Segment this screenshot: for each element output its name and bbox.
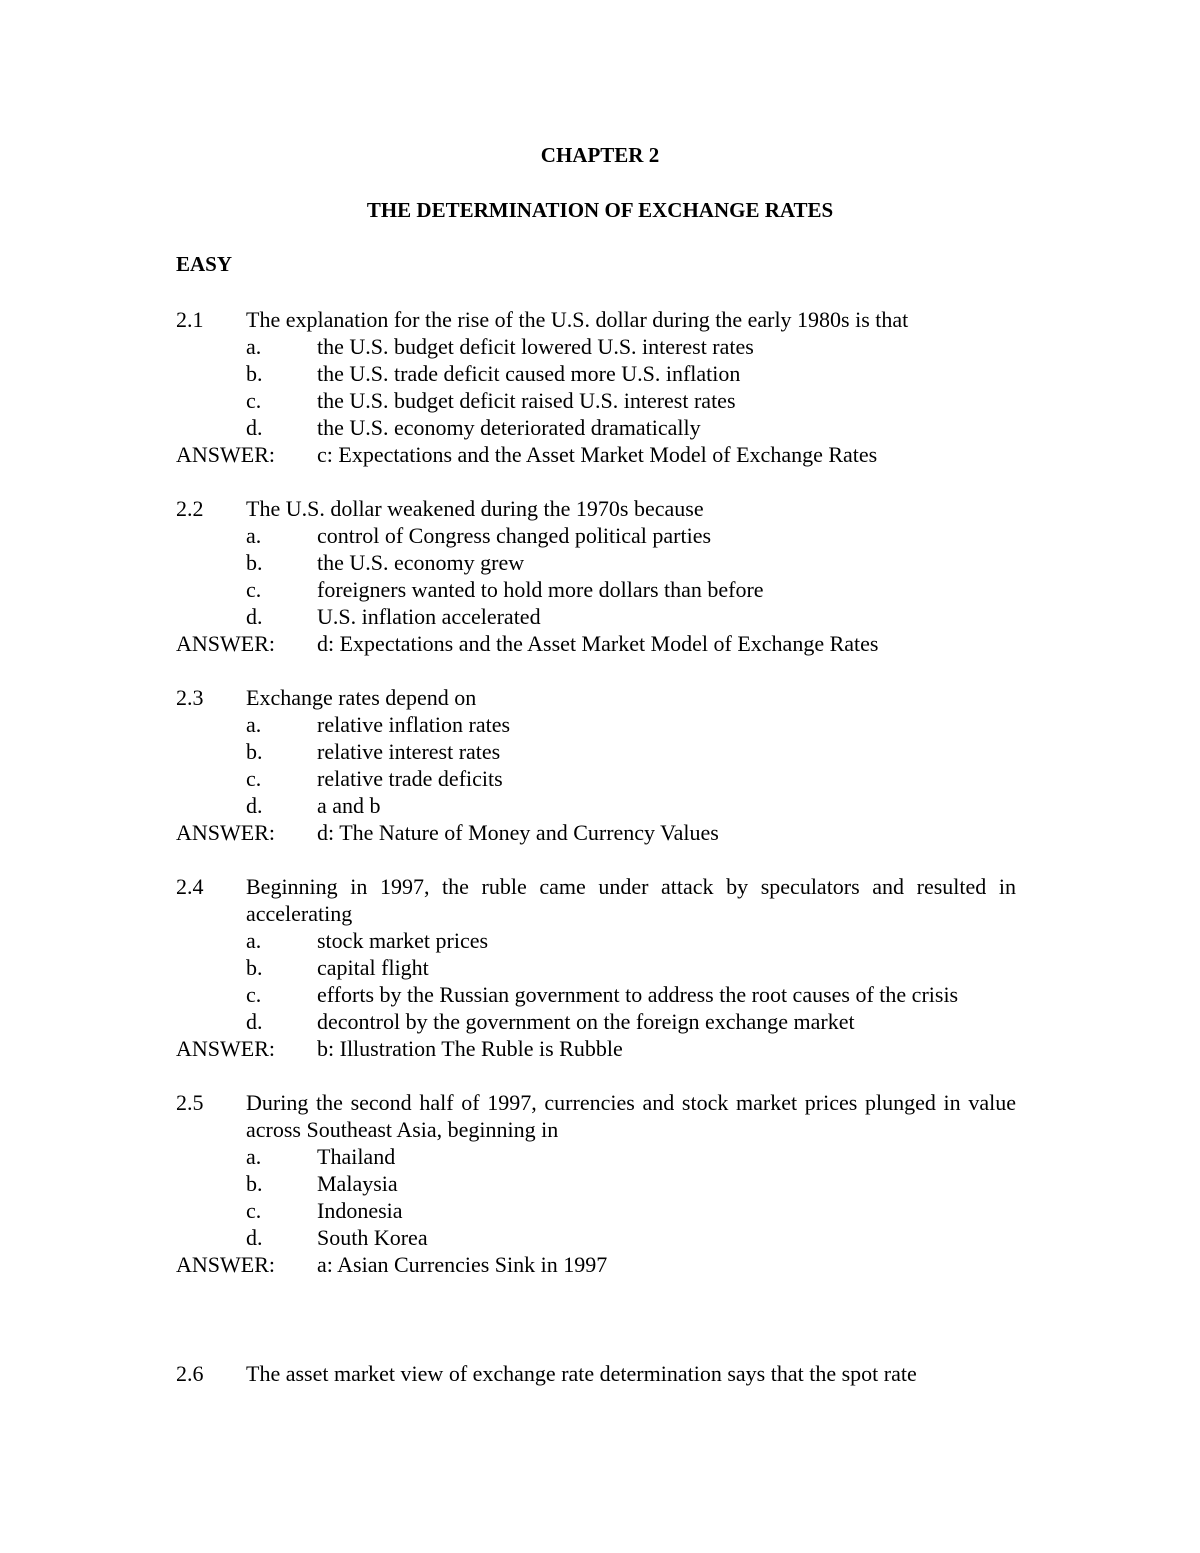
option-text: relative trade deficits bbox=[317, 766, 503, 791]
option-letter: c. bbox=[246, 766, 262, 791]
option-text: U.S. inflation accelerated bbox=[317, 604, 541, 629]
option-d bbox=[176, 1008, 1026, 1035]
question-stem bbox=[176, 684, 1026, 711]
option-text: Malaysia bbox=[317, 1171, 398, 1196]
question-text: The explanation for the rise of the U.S. dollar during the early 1980s is that bbox=[246, 307, 909, 332]
question-number: 2.4 bbox=[176, 874, 204, 899]
question-number: 2.1 bbox=[176, 307, 204, 332]
question-stem bbox=[176, 1089, 1026, 1143]
section-heading-easy: EASY bbox=[176, 252, 233, 276]
option-a bbox=[176, 522, 1026, 549]
question-stem bbox=[176, 495, 1026, 522]
option-text: the U.S. economy grew bbox=[317, 550, 525, 575]
answer-line bbox=[176, 1251, 1026, 1278]
option-c bbox=[176, 765, 1026, 792]
answer-text: d: Expectations and the Asset Market Model of Exchange Rates bbox=[317, 631, 879, 656]
option-text: capital flight bbox=[317, 955, 429, 980]
question-text: Beginning in 1997, the ruble came under attack by speculators and resulted in accelerating bbox=[246, 874, 1016, 926]
option-text: relative inflation rates bbox=[317, 712, 511, 737]
option-text: efforts by the Russian government to address the root causes of the crisis bbox=[317, 982, 959, 1007]
answer-line bbox=[176, 630, 1026, 657]
option-letter: a. bbox=[246, 523, 262, 548]
option-text: the U.S. economy deteriorated dramatically bbox=[317, 415, 701, 440]
answer-line bbox=[176, 1035, 1026, 1062]
option-b bbox=[176, 360, 1026, 387]
option-letter: d. bbox=[246, 1009, 263, 1034]
option-text: foreigners wanted to hold more dollars than before bbox=[317, 577, 764, 602]
question-number: 2.6 bbox=[176, 1361, 204, 1386]
option-b bbox=[176, 549, 1026, 576]
option-letter: c. bbox=[246, 1198, 262, 1223]
option-text: relative interest rates bbox=[317, 739, 501, 764]
option-d bbox=[176, 792, 1026, 819]
question-2-3 bbox=[176, 684, 1026, 846]
option-b bbox=[176, 954, 1026, 981]
chapter-title: THE DETERMINATION OF EXCHANGE RATES bbox=[366, 198, 834, 222]
option-text: the U.S. budget deficit lowered U.S. interest rates bbox=[317, 334, 754, 359]
question-stem bbox=[176, 873, 1026, 927]
option-a bbox=[176, 1143, 1026, 1170]
question-2-6 bbox=[176, 1360, 1026, 1387]
option-letter: d. bbox=[246, 415, 263, 440]
answer-label: ANSWER: bbox=[176, 1252, 275, 1277]
option-a bbox=[176, 333, 1026, 360]
option-c bbox=[176, 981, 1026, 1008]
option-text: control of Congress changed political parties bbox=[317, 523, 712, 548]
option-b bbox=[176, 1170, 1026, 1197]
question-number: 2.5 bbox=[176, 1090, 204, 1115]
option-letter: b. bbox=[246, 955, 263, 980]
answer-label: ANSWER: bbox=[176, 820, 275, 845]
answer-line bbox=[176, 819, 1026, 846]
answer-text: c: Expectations and the Asset Market Model of Exchange Rates bbox=[317, 442, 878, 467]
option-d bbox=[176, 603, 1026, 630]
option-d bbox=[176, 414, 1026, 441]
question-text: The asset market view of exchange rate determination says that the spot rate bbox=[246, 1361, 917, 1386]
question-text: Exchange rates depend on bbox=[246, 685, 477, 710]
answer-label: ANSWER: bbox=[176, 631, 275, 656]
answer-line bbox=[176, 441, 1026, 468]
question-2-5 bbox=[176, 1089, 1026, 1278]
option-text: South Korea bbox=[317, 1225, 428, 1250]
option-a bbox=[176, 711, 1026, 738]
option-text: a and b bbox=[317, 793, 381, 818]
question-2-1 bbox=[176, 306, 1026, 468]
answer-text: a: Asian Currencies Sink in 1997 bbox=[317, 1252, 608, 1277]
question-number: 2.2 bbox=[176, 496, 204, 521]
question-text: During the second half of 1997, currencies and stock market prices plunged in value across Southeast Asia, beginning in bbox=[246, 1090, 1016, 1142]
option-letter: a. bbox=[246, 1144, 262, 1169]
option-letter: b. bbox=[246, 1171, 263, 1196]
option-letter: c. bbox=[246, 577, 262, 602]
option-c bbox=[176, 576, 1026, 603]
option-letter: a. bbox=[246, 712, 262, 737]
option-text: Indonesia bbox=[317, 1198, 403, 1223]
option-c bbox=[176, 1197, 1026, 1224]
answer-text: b: Illustration The Ruble is Rubble bbox=[317, 1036, 623, 1061]
option-letter: c. bbox=[246, 388, 262, 413]
option-text: the U.S. budget deficit raised U.S. interest rates bbox=[317, 388, 736, 413]
option-text: Thailand bbox=[317, 1144, 396, 1169]
option-text: stock market prices bbox=[317, 928, 489, 953]
question-stem bbox=[176, 306, 1026, 333]
answer-text: d: The Nature of Money and Currency Values bbox=[317, 820, 719, 845]
chapter-heading: CHAPTER 2 bbox=[540, 143, 660, 167]
option-c bbox=[176, 387, 1026, 414]
option-letter: a. bbox=[246, 928, 262, 953]
question-2-4 bbox=[176, 873, 1026, 1062]
option-b bbox=[176, 738, 1026, 765]
option-letter: b. bbox=[246, 550, 263, 575]
question-stem bbox=[176, 1360, 1026, 1387]
option-letter: d. bbox=[246, 1225, 263, 1250]
option-text: the U.S. trade deficit caused more U.S. inflation bbox=[317, 361, 741, 386]
option-letter: a. bbox=[246, 334, 262, 359]
option-letter: c. bbox=[246, 982, 262, 1007]
question-number: 2.3 bbox=[176, 685, 204, 710]
option-text: decontrol by the government on the foreign exchange market bbox=[317, 1009, 855, 1034]
answer-label: ANSWER: bbox=[176, 442, 275, 467]
option-letter: b. bbox=[246, 739, 263, 764]
option-letter: b. bbox=[246, 361, 263, 386]
question-2-2 bbox=[176, 495, 1026, 657]
option-d bbox=[176, 1224, 1026, 1251]
option-letter: d. bbox=[246, 604, 263, 629]
question-text: The U.S. dollar weakened during the 1970s because bbox=[246, 496, 704, 521]
option-letter: d. bbox=[246, 793, 263, 818]
answer-label: ANSWER: bbox=[176, 1036, 275, 1061]
option-a bbox=[176, 927, 1026, 954]
